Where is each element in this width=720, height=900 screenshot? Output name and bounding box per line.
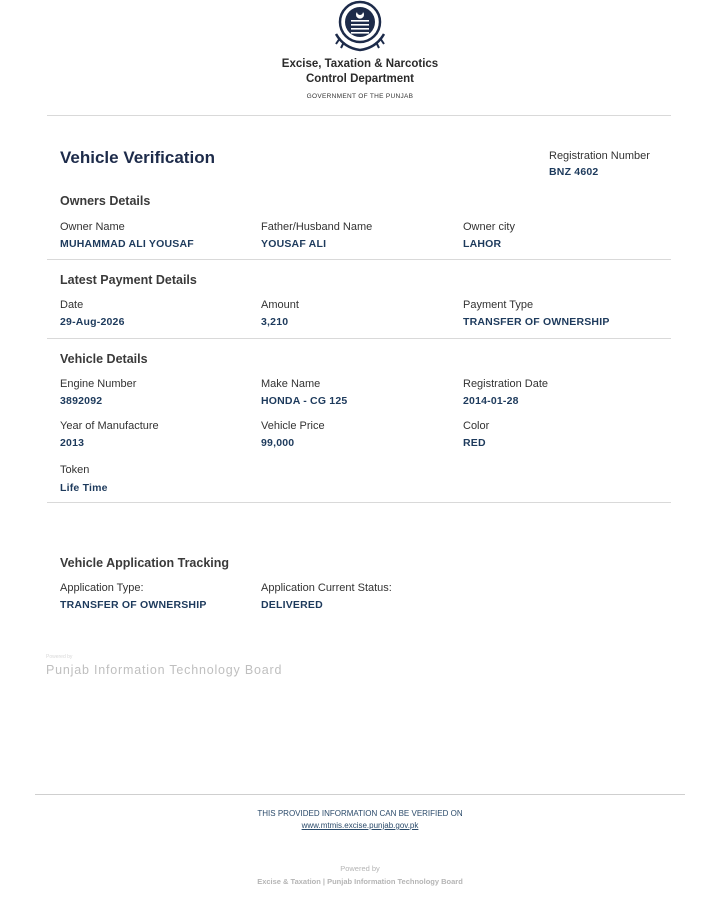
- application-status-value: DELIVERED: [261, 599, 323, 611]
- make-name-label: Make Name: [261, 378, 321, 390]
- engine-number-value: 3892092: [60, 395, 103, 407]
- application-tracking-heading: Vehicle Application Tracking: [60, 556, 230, 570]
- owner-city-value: LAHOR: [463, 238, 502, 250]
- token-label: Token: [60, 464, 90, 476]
- powered-by-label: Powered by: [340, 864, 380, 873]
- payment-amount-label: Amount: [261, 299, 299, 311]
- application-status-label: Application Current Status:: [261, 582, 392, 594]
- punjab-government-seal-icon: [330, 0, 390, 52]
- owners-details-heading: Owners Details: [60, 194, 151, 208]
- header-divider: [47, 115, 671, 116]
- father-name-value: YOUSAF ALI: [261, 238, 327, 250]
- verify-link[interactable]: www.mtmis.excise.punjab.gov.pk: [301, 821, 419, 830]
- year-of-manufacture-label: Year of Manufacture: [60, 420, 159, 432]
- government-label: GOVERNMENT OF THE PUNJAB: [306, 93, 414, 100]
- registration-date-label: Registration Date: [463, 378, 548, 390]
- department-name-line2: Control Department: [306, 73, 414, 85]
- vehicle-details-heading: Vehicle Details: [60, 352, 148, 366]
- section-divider: [47, 338, 671, 339]
- watermark-pitb: Punjab Information Technology Board: [46, 663, 283, 677]
- registration-number-value: BNZ 4602: [549, 166, 599, 178]
- verify-notice: THIS PROVIDED INFORMATION CAN BE VERIFIED ON: [257, 809, 463, 818]
- owner-name-value: MUHAMMAD ALI YOUSAF: [60, 238, 194, 250]
- year-of-manufacture-value: 2013: [60, 437, 85, 449]
- father-name-label: Father/Husband Name: [261, 221, 373, 233]
- payment-type-value: TRANSFER OF OWNERSHIP: [463, 316, 610, 328]
- owner-name-label: Owner Name: [60, 221, 125, 233]
- payment-date-label: Date: [60, 299, 84, 311]
- department-name-line1: Excise, Taxation & Narcotics: [281, 58, 439, 70]
- engine-number-label: Engine Number: [60, 378, 137, 390]
- vehicle-price-value: 99,000: [261, 437, 295, 449]
- color-value: RED: [463, 437, 486, 449]
- section-divider: [47, 502, 671, 503]
- token-value: Life Time: [60, 482, 108, 494]
- payment-date-value: 29-Aug-2026: [60, 316, 125, 328]
- application-type-label: Application Type:: [60, 582, 144, 594]
- powered-by-org: Excise & Taxation | Punjab Information Technology Board: [257, 877, 463, 886]
- registration-date-value: 2014-01-28: [463, 395, 519, 407]
- payment-type-label: Payment Type: [463, 299, 534, 311]
- make-name-value: HONDA - CG 125: [261, 395, 348, 407]
- registration-number-label: Registration Number: [549, 150, 650, 162]
- color-label: Color: [463, 420, 490, 432]
- vehicle-price-label: Vehicle Price: [261, 420, 325, 432]
- section-divider: [47, 259, 671, 260]
- watermark-powered-by: Powered by: [46, 654, 73, 660]
- application-type-value: TRANSFER OF OWNERSHIP: [60, 599, 207, 611]
- footer-divider: [35, 794, 685, 795]
- page-title: Vehicle Verification: [60, 148, 215, 167]
- payment-details-heading: Latest Payment Details: [60, 273, 197, 287]
- owner-city-label: Owner city: [463, 221, 515, 233]
- payment-amount-value: 3,210: [261, 316, 289, 328]
